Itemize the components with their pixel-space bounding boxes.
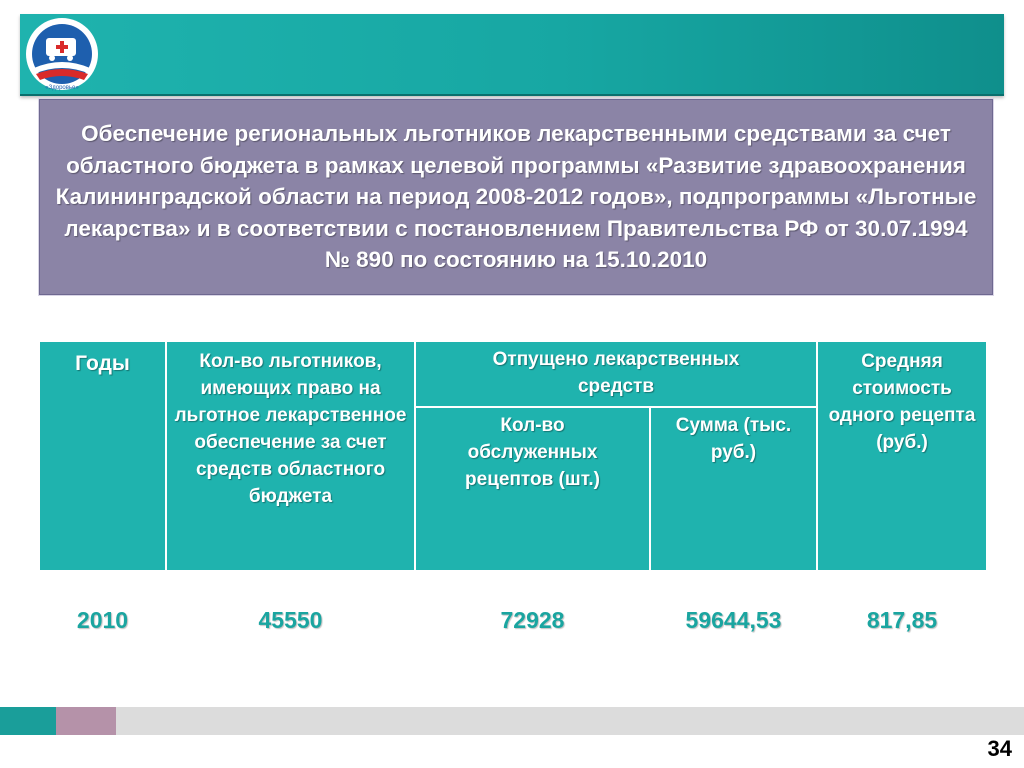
header-years: Годы xyxy=(39,341,166,571)
cell-avg-cost: 817,85 xyxy=(817,571,987,669)
logo xyxy=(24,16,100,92)
header-row-1 xyxy=(39,341,987,407)
footer-accent-teal xyxy=(0,707,56,735)
table-row xyxy=(39,571,987,669)
logo-text: «Здоровье» xyxy=(45,85,79,91)
page-number: 34 xyxy=(987,736,1012,761)
header-prescriptions: Кол-во обслуженных рецептов (шт.) xyxy=(415,407,650,571)
header-beneficiaries: Кол-во льготников, имеющих право на льготное лекарственное обеспечение за счет средств областного бюджета xyxy=(166,341,415,571)
ambulance-logo-icon xyxy=(24,16,100,92)
header-avg-cost: Средняя стоимость одного рецепта (руб.) xyxy=(817,341,987,571)
cell-year: 2010 xyxy=(39,571,166,669)
slide-title: Обеспечение региональных льготников лекарственными средствами за счет областного бюджета в рамках целевой программы «Развитие здравоохранения Калининградской области на период 2008-2012 годов», подпрограммы «Льготные лекарства» и в соответствии с постановлением Правительства РФ от 30.07.1994 № 890 по состоянию на 15.10.2010 xyxy=(55,121,977,273)
header-bar xyxy=(20,14,1004,96)
footer-accent-pink xyxy=(56,707,116,735)
title-box xyxy=(38,98,994,296)
header-dispensed: Отпущено лекарственных средств xyxy=(415,341,817,407)
cell-prescriptions: 72928 xyxy=(415,571,650,669)
cell-beneficiaries: 45550 xyxy=(166,571,415,669)
data-table xyxy=(38,340,988,670)
cell-sum: 59644,53 xyxy=(650,571,817,669)
header-sum: Сумма (тыс. руб.) xyxy=(650,407,817,571)
footer-bar xyxy=(0,707,1024,735)
